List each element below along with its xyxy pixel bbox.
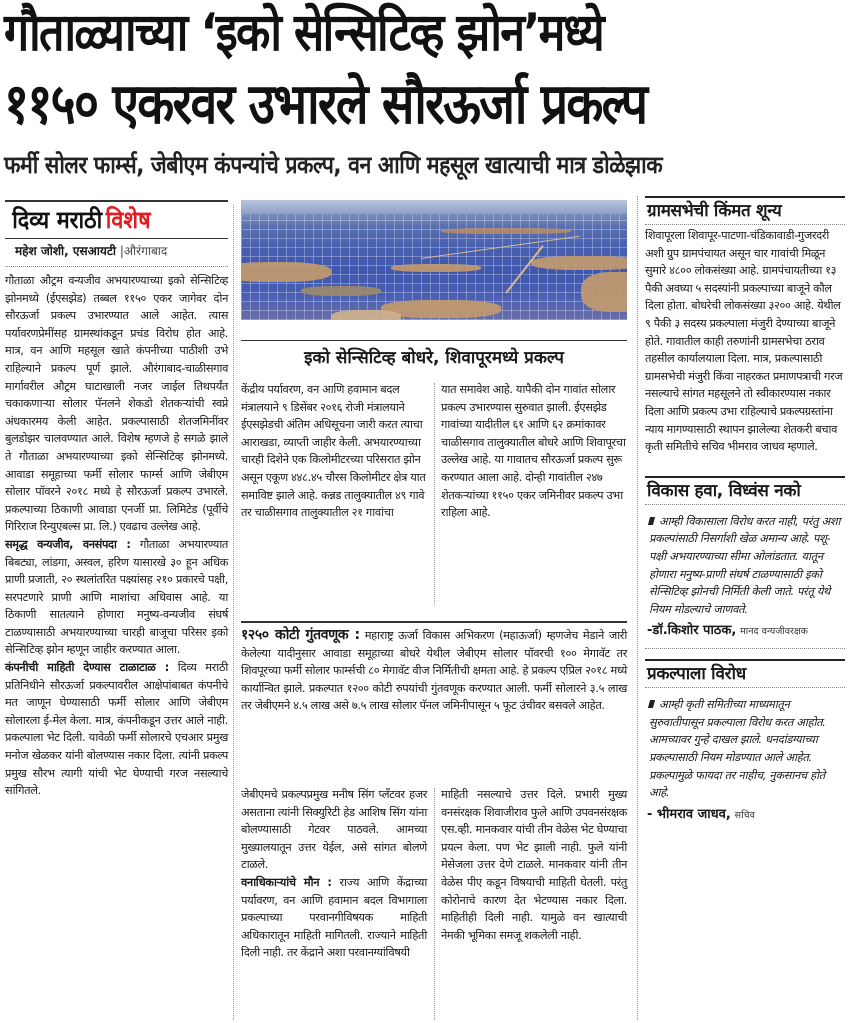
column-separator [434,788,435,1020]
paragraph: यात समावेश आहे. यापैकी दोन गावांत सोलार प्रकल्प उभारण्यास सुरुवात झाली. ईएसझेड गावांच्या यादीतील ६१ आणि ६२ क्रमांकावर चाळीसगाव तालुक्यातील बोधरे आणि शिवापूरचा उल्लेख आहे. या गावातच सौरऊर्जा प्रकल्प सुरू करण्यात आला आहे. दोन्ही गावांतील २४७ शेतकऱ्यांच्या ११५० एकर जमिनीवर प्रकल्प उभा राहिला आहे. [441,383,626,520]
photo-land [391,264,481,272]
attribution-name: - भीमराव जाधव, [647,806,731,822]
paragraph-text: राज्य आणि केंद्राच्या पर्यावरण, वन आणि हवामान बदल विभागाला प्रकल्पाच्या परवानगीविषयक माहिती अधिकारातून माहिती मागितली. राज्याने माहिती दिली नाही. तर केंद्राने अशा परवानग्यांविषयी [241,875,427,960]
logo-text-black: दिव्य मराठी [12,206,103,234]
article-body-left [5,272,228,800]
paragraph: शिवापूरला शिवापूर-पाटणा-चंडिकावाडी-गुजरदरी अशी ग्रुप ग्रामपंचायत असून चार गावांची मिळून सुमारे ४८०० लोकसंख्या आहे. ग्रामपंचायतीच्या १३ पैकी अवघ्या ५ सदस्यांनी प्रकल्पाच्या बाजूने कौल दिला होता. बोधरेची लोकसंख्या ३२०० आहे. येथील ९ पैकी ३ सदस्य प्रकल्पाला मंजुरी देण्याच्या बाजूने होते. गावातील काही तरुणांनी ग्रामसभेचा ठराव तहसील कार्यालयाला दिला. मात्र, प्रकल्पासाठी ग्रामसभेची मंजुरी किंवा नाहरकत प्रमाणपत्राची गरज नसल्याचे सांगत महसूलने तो स्वीकारण्यास नकार दिला आणि प्रकल्प उभा राहिल्याचे प्रकल्पग्रस्तांना न्याय मागण्यासाठी स्थापन झालेल्या शेतकरी बचाव कृती समितीचे सचिव भीमराव जाधव म्हणाले. [645,229,843,454]
column-separator [637,196,638,1020]
attribution-role: मानद वन्यजीवरक्षक [740,626,808,638]
middle-column-c [241,786,427,962]
middle-column-b [441,381,627,522]
paragraph [5,659,228,800]
byline [5,239,228,263]
right-column [645,196,845,826]
logo-text-red: विशेष [105,206,151,234]
solar-farm-photo [241,200,627,320]
paragraph [241,627,627,715]
middle-column-d [441,786,627,944]
investment-paragraph [241,627,627,715]
photo-land [331,310,401,320]
subheading: कंपनीची माहिती देण्यास टाळाटाळ : [5,661,169,675]
intro-paragraph: गौताळा औट्रम वन्यजीव अभयारण्याच्या इको सेन्सिटिव्ह झोनमध्ये (ईएसझेड) तब्बल ११५० एकर जागेवर दोन सौरऊर्जा प्रकल्प उभारण्यात आले आहेत. त्यास पर्यावरणप्रेमींसह ग्रामस्थांकडून प्रचंड विरोध होत आहे. मात्र, वन आणि महसूल खाते कंपनीच्या पाठीशी उभे राहिल्याने प्रकल्प पूर्ण झाले. औरंगाबाद-चाळीसगाव मार्गावरील औट्रम घाटाखाली नजर जाईल तिथपर्यंत चकाकणाऱ्या सोलार पॅनलने शेकडो शेतकऱ्यांची स्वप्ने अंधकारमय केली आहेत. प्रकल्पासाठी शेतजमिनींवर बुलडोझर चालवण्यात आले. विशेष म्हणजे हे सगळे झाले ते गौताळा अभयारण्याच्या इको सेन्सिटिव्ह झोनमध्ये. आवाडा समूहाच्या फर्मी सोलार फार्म्स आणि जेबीएम सोलार पॉवरने २०१८ मध्ये हे सौरऊर्जा प्रकल्प उभारले. प्रकल्पाच्या ठिकाणी आवाडा एनर्जी प्रा. लिमिटेड (पूर्वीचे गिरिराज रिन्युएबल्स प्रा. लि.) एवढाच उल्लेख आहे. [5,274,228,534]
quote-text: आम्ही कृती समितीच्या माध्यमातून सुरुवातीपासून प्रकल्पाला विरोध करत आहोत. आमच्यावर गुन्हे दाखल झाले. धनदांडग्याच्या प्रकल्पासाठी नियम मोडण्यात आले आहेत. प्रकल्पामुळे फायदा तर नाहीच, नुकसानच होते आहे. [649,698,826,800]
paragraph: माहिती नसल्याचे उत्तर दिले. प्रभारी मुख्य वनसंरक्षक शिवाजीराव फुले आणि उपवनसंरक्षक एस.व्ही. मानकवार यांची तीन वेळेस भेट घेण्याचा प्रयत्न केला. पण भेट झाली नाही. फुले यांनी मेसेजला उत्तर देणे टाळले. मानकवार यांनी तीन वेळेस पीए कडून विषयाची माहिती घेतली. परंतु कोरोनाचे कारण देत भेटण्यास नकार दिला. माहितीही दिली नाही. यामुळे वन खात्याची नेमकी भूमिका समजू शकलेली नाही. [441,788,627,942]
pull-quote [645,696,845,802]
quote-bullet-icon [648,700,655,708]
divider [241,621,627,623]
paragraph: जेबीएमचे प्रकल्पप्रमुख मनीष सिंग प्लँटवर हजर असताना त्यांनी सिक्युरिटी हेड आशिष सिंग यांना बोलण्यासाठी गेटवर पाठवले. आमच्या मुख्यालयातून उत्तर येईल, असे सांगत बोलणे टाळले. [241,788,427,872]
attribution-role: सचिव [734,809,755,821]
headline-line-2: ११५० एकरवर उभारले सौरऊर्जा प्रकल्प [4,72,647,137]
headline-line-1: गौताळ्याच्या ‘इको सेन्सिटिव्ह झोन’मध्ये [4,3,603,63]
quote-attribution [645,804,845,826]
divya-marathi-vishesh-logo [5,202,206,237]
quote-text: आम्ही विकासाला विरोध करत नाही, परंतु अशा प्रकल्पांसाठी निसर्गाशी खेळ अमान्य आहे. पशू-पक्षी अभयारण्याच्या सीमा ओलांडतात. यातून होणारा मनुष्य-प्राणी संघर्ष टाळण्यासाठी इको सेन्सिटिव्ह झोनची निर्मिती केली जाते. परंतू येथे नियम मोडल्याचे जाणवते. [649,514,841,616]
paragraph [241,874,427,962]
dotted-divider [645,687,845,688]
photo-sky [241,200,627,214]
byline-separator: | [119,244,124,258]
subheadline: फर्मी सोलर फार्म्स, जेबीएम कंपन्यांचे प्रकल्प, वन आणि महसूल खात्याची मात्र डोळेझाक [4,151,663,179]
dotted-divider [5,266,228,267]
paragraph: केंद्रीय पर्यावरण, वन आणि हवामान बदल मंत्रालयाने ९ डिसेंबर २०१६ रोजी मंत्रालयाने ईएसझेडची अंतिम अधिसूचना जारी करत त्याचा आराखडा, व्याप्ती जाहीर केली. अभयारण्याच्या चारही दिशेने एक किलोमीटरच्या परिसरात झोन असून एकूण ४४८.४५ चौरस किलोमीटर क्षेत्र यात समाविष्ट झाले आहे. कन्नड तालुक्यातील ४९ गावे तर चाळीसगाव तालुक्यातील २१ गावांचा [241,383,426,520]
box-title: प्रकल्पाला विरोध [647,664,746,685]
pull-quote [645,513,845,619]
photo-land [441,228,571,234]
section-title: इको सेन्सिटिव्ह बोधरे, शिवापूरमध्ये प्रकल्प [304,348,564,368]
photo-land [301,286,381,296]
sidebar-box-vikas [645,476,845,650]
column-separator [233,205,234,1020]
middle-column-a [241,381,427,522]
sidebar-box-gramsabha [645,196,845,456]
paragraph-text: गौताळा अभयारण्यात बिबट्या, लांडगा, अस्वल, हरिण यासारखे ३० हून अधिक प्राणी प्रजाती, २० स्थलांतरित पक्ष्यांसह २१० प्रकारचे पक्षी, सरपटणारे प्राणी आणि माशांचा अधिवास आहे. या ठिकाणी सातत्याने होणारा मनुष्य-वन्यजीव संघर्ष टाळण्यासाठी अभयारण्याच्या चारही बाजूचा परिसर इको सेन्सिटिव्ह झोन म्हणून जाहीर करण्यात आला. [5,537,229,657]
quote-bullet-icon [648,517,655,525]
quote-attribution [645,620,845,642]
dotted-divider [645,648,845,649]
photo-land [581,272,627,312]
left-column [5,200,228,800]
subheading: समृद्ध वन्यजीव, वनसंपदा : [5,537,131,551]
box-title: ग्रामसभेची किंमत शून्य [647,201,782,221]
subheading: १२५० कोटी गुंतवणूक : [241,627,360,643]
paragraph-text: दिव्य मराठी प्रतिनिधीने सौरऊर्जा प्रकल्पावरील आक्षेपांबाबत कंपनीचे मत जाणून घेण्यासाठी फर्मी सोलार आणि जेबीएम सोलारला ई-मेल केला. मात्र, कंपनीकडून उत्तर आले नाही. प्रकल्पाला भेट दिली. यावेळी फर्मी सोलारचे एचआर प्रमुख मनोज खेळकर यांनी बोलण्यास नकार दिला. त्यांनी प्रकल्प प्रमुख सौरभ त्यागी यांची भेट घेण्याची गरज नसल्याचे सांगितले. [5,661,228,798]
dotted-divider [645,224,845,225]
byline-place: औरंगाबाद [123,244,168,258]
box-title: विकास हवा, विध्वंस नको [647,480,801,501]
photo-land [531,256,627,270]
dotted-divider [645,504,845,505]
attribution-name: -डॉ.किशोर पाठक, [647,623,737,639]
paragraph-text: महाराष्ट्र ऊर्जा विकास अभिकरण (महाऊर्जा) म्हणजेच मेडाने जारी केलेल्या यादीनुसार आवाडा समूहाच्या बोधरे येथील जेबीएम सोलार पॉवरची १०० मेगावॅट तर शिवपूरच्या फर्मी सोलार फार्म्सची ८० मेगावॅट वीज निर्मितीची क्षमता आहे. हे प्रकल्प एप्रिल २०१८ मध्ये कार्यान्वित झाले. प्रकल्पात १२०० कोटी रुपयांची गुंतवणूक करण्यात आली. फर्मी सोलारने ३.५ लाख तर जेबीएमने ४.५ लाख असे ७.५ लाख सोलार पॅनल जमिनीपासून ५ फूट उंचीवर बसवले आहेत. [241,629,627,713]
column-separator [434,383,435,605]
byline-author: महेश जोशी, एसआयटी [15,244,117,258]
paragraph [5,536,228,659]
divider [241,340,627,341]
subheading: वनाधिकाऱ्यांचे मौन : [241,875,332,889]
photo-land [241,262,331,282]
sidebar-box-virodh [645,659,845,826]
